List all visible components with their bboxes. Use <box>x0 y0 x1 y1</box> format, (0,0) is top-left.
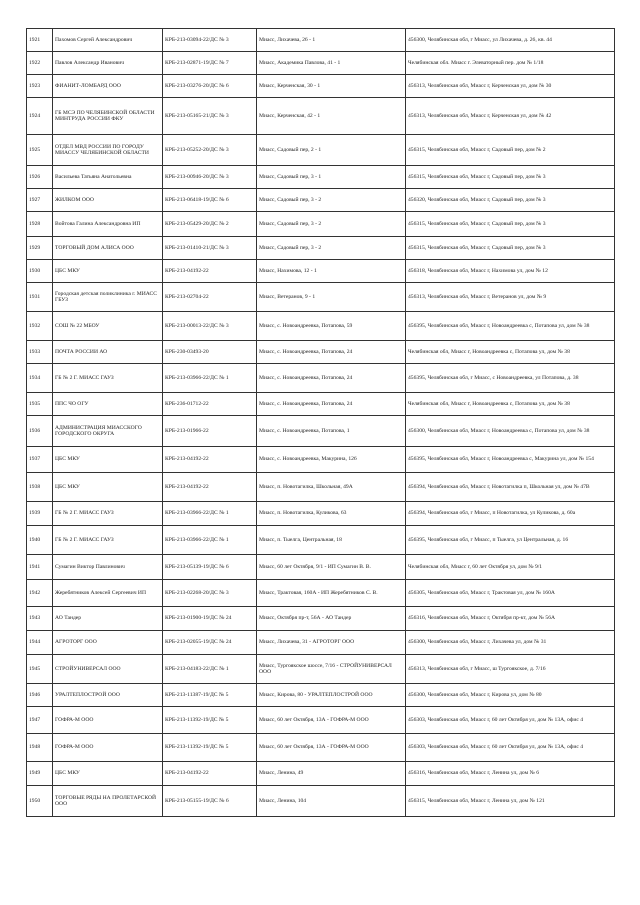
object-address-cell: Миасс, Садовый пер, 3 - 2 <box>257 237 406 260</box>
organization-cell: Городская детская поликлиника г. МИАСС ГБУЗ <box>53 283 163 312</box>
legal-address-cell: 456395, Челябинская обл, Миасс г, Новоандреевка с, Макурина ул, дом № 154 <box>406 447 615 473</box>
legal-address-cell: 456300, Челябинская обл, Миасс г, Кирова ул, дом № 80 <box>406 684 615 707</box>
registry-table <box>26 28 615 817</box>
organization-cell: Войтова Галина Александровна ИП <box>53 212 163 237</box>
legal-address-cell: 456394, Челябинская обл, Миасс г, Новотагилка п, Школьная ул, дом № 47В <box>406 473 615 502</box>
permit-code-cell: КРБ-213-04192-22 <box>163 447 257 473</box>
row-number-cell: 1943 <box>27 607 53 631</box>
organization-cell: УРАЛТЕПЛОСТРОЙ ООО <box>53 684 163 707</box>
object-address-cell: Миасс, п. Тыелга, Центральная, 18 <box>257 526 406 555</box>
organization-cell: ГБ № 2 Г. МИАСС ГАУЗ <box>53 526 163 555</box>
row-number-cell: 1926 <box>27 166 53 189</box>
legal-address-cell: 456315, Челябинская обл, Миасс г, Садовый пер, дом № 3 <box>406 212 615 237</box>
legal-address-cell: 456320, Челябинская обл, Миасс г, Садовый пер, дом № 3 <box>406 189 615 212</box>
table-row <box>27 364 615 393</box>
object-address-cell: Миасс, с. Новоандреевка, Потапова, 1 <box>257 416 406 447</box>
permit-code-cell: КРБ-213-02055-19/ДС № 24 <box>163 631 257 655</box>
row-number-cell: 1941 <box>27 555 53 580</box>
organization-cell: Павлов Александр Иванович <box>53 52 163 75</box>
permit-code-cell: КРБ-213-05155-19/ДС № 6 <box>163 786 257 817</box>
legal-address-cell: 456315, Челябинская обл, Миасс г, Садовый пер, дом № 3 <box>406 166 615 189</box>
permit-code-cell: КРБ-213-03966-22/ДС № 1 <box>163 364 257 393</box>
object-address-cell: Миасс, п. Новотагилка, Куликова, 63 <box>257 502 406 526</box>
table-row <box>27 631 615 655</box>
permit-code-cell: КРБ-213-03966-22/ДС № 1 <box>163 526 257 555</box>
permit-code-cell: КРБ-213-04192-22 <box>163 473 257 502</box>
legal-address-cell: 456300, Челябинская обл, г Миасс, ул Лихачева, д. 26, кв. 44 <box>406 29 615 52</box>
table-row <box>27 237 615 260</box>
organization-cell: АО Тандер <box>53 607 163 631</box>
organization-cell: ОТДЕЛ МВД РОССИИ ПО ГОРОДУ МИАССУ ЧЕЛЯБИНСКОЙ ОБЛАСТИ <box>53 135 163 166</box>
legal-address-cell: Челябинская обл, Миасс г, Новоандреевка с, Потапова ул, дом № 38 <box>406 341 615 364</box>
object-address-cell: Миасс, Ленина, 49 <box>257 762 406 786</box>
table-row <box>27 260 615 283</box>
legal-address-cell: Челябинская обл. Миасс г. Элеваторный пер. дом № 1/18 <box>406 52 615 75</box>
object-address-cell: Миасс, 60 лет Октября, 9/1 - ИП Сумагин В. В. <box>257 555 406 580</box>
table-row <box>27 762 615 786</box>
permit-code-cell: КРБ-213-04183-22/ДС № 1 <box>163 655 257 684</box>
object-address-cell: Миасс, Трактовая, 160А - ИП Жеребятников С. В. <box>257 580 406 607</box>
table-row <box>27 341 615 364</box>
row-number-cell: 1927 <box>27 189 53 212</box>
organization-cell: ТОРГОВЫЙ ДОМ АЛИСА ООО <box>53 237 163 260</box>
row-number-cell: 1945 <box>27 655 53 684</box>
permit-code-cell: КРБ-213-05139-19/ДС № 6 <box>163 555 257 580</box>
row-number-cell: 1937 <box>27 447 53 473</box>
row-number-cell: 1922 <box>27 52 53 75</box>
organization-cell: Сумагин Виктор Павлинович <box>53 555 163 580</box>
permit-code-cell: КРБ-213-05252-20/ДС № 3 <box>163 135 257 166</box>
permit-code-cell: КРБ-213-02268-20/ДС № 3 <box>163 580 257 607</box>
organization-cell: АГРОТОРГ ООО <box>53 631 163 655</box>
row-number-cell: 1921 <box>27 29 53 52</box>
permit-code-cell: КРБ-213-02704-22 <box>163 283 257 312</box>
permit-code-cell: КРБ-213-03276-20/ДС № 6 <box>163 75 257 98</box>
permit-code-cell: КРБ-236-01712-22 <box>163 393 257 416</box>
table-row <box>27 655 615 684</box>
object-address-cell: Миасс, с. Новоандреевка, Потапова, 59 <box>257 312 406 341</box>
table-row <box>27 416 615 447</box>
table-row <box>27 283 615 312</box>
registry-table-body <box>27 29 615 817</box>
object-address-cell: Миасс, Садовый пер, 3 - 1 <box>257 166 406 189</box>
object-address-cell: Миасс, Тургоякское шоссе, 7/16 - СТРОЙУНИВЕРСАЛ ООО <box>257 655 406 684</box>
row-number-cell: 1944 <box>27 631 53 655</box>
permit-code-cell: КРБ-213-11392-19/ДС № 5 <box>163 734 257 762</box>
object-address-cell: Миасс, Академика Павлова, 41 - 1 <box>257 52 406 75</box>
row-number-cell: 1946 <box>27 684 53 707</box>
permit-code-cell: КРБ-213-01410-21/ДС № 3 <box>163 237 257 260</box>
object-address-cell: Миасс, Ленина, 104 <box>257 786 406 817</box>
organization-cell: Жеребятников Алексей Сергеевич ИП <box>53 580 163 607</box>
object-address-cell: Миасс, Садовый пер, 2 - 1 <box>257 135 406 166</box>
row-number-cell: 1949 <box>27 762 53 786</box>
object-address-cell: Миасс, с. Новоандреевка, Потапова, 24 <box>257 364 406 393</box>
organization-cell: СТРОЙУНИВЕРСАЛ ООО <box>53 655 163 684</box>
organization-cell: ЦБС МКУ <box>53 447 163 473</box>
legal-address-cell: 456316, Челябинская обл, Миасс г, Октября пр-кт, дом № 56А <box>406 607 615 631</box>
legal-address-cell: 456300, Челябинская обл, Миасс г, Новоандреевка с, Потапова ул, дом № 38 <box>406 416 615 447</box>
organization-cell: СОШ № 22 МБОУ <box>53 312 163 341</box>
row-number-cell: 1934 <box>27 364 53 393</box>
object-address-cell: Миасс, п. Новотагилка, Школьная, 49А <box>257 473 406 502</box>
object-address-cell: Миасс, Ветеранов, 9 - 1 <box>257 283 406 312</box>
permit-code-cell: КРБ-213-05429-20/ДС № 2 <box>163 212 257 237</box>
row-number-cell: 1948 <box>27 734 53 762</box>
row-number-cell: 1929 <box>27 237 53 260</box>
table-row <box>27 684 615 707</box>
organization-cell: ЖИЛКОМ ООО <box>53 189 163 212</box>
legal-address-cell: 456313, Челябинская обл, г Миасс, ш Тургоякское, д. 7/16 <box>406 655 615 684</box>
organization-cell: ППС ЧО ОГУ <box>53 393 163 416</box>
permit-code-cell: КРБ-213-11387-19/ДС № 5 <box>163 684 257 707</box>
legal-address-cell: 456395, Челябинская обл, г Миасс, п Тыелга, ул Центральная, д. 16 <box>406 526 615 555</box>
legal-address-cell: 456303, Челябинская обл, Миасс г, 60 лет Октября ул, дом № 13А, офис 4 <box>406 734 615 762</box>
permit-code-cell: КРБ-213-06418-19/ДС № 6 <box>163 189 257 212</box>
row-number-cell: 1938 <box>27 473 53 502</box>
row-number-cell: 1924 <box>27 98 53 135</box>
table-row <box>27 212 615 237</box>
legal-address-cell: Челябинская обл, Миасс г, 60 лет Октября ул, дом № 9/1 <box>406 555 615 580</box>
row-number-cell: 1947 <box>27 707 53 734</box>
organization-cell: ЦБС МКУ <box>53 473 163 502</box>
legal-address-cell: 456395, Челябинская обл, г Миасс, с Новоандреевка, ул Потапова, д. 38 <box>406 364 615 393</box>
organization-cell: ПОЧТА РОССИИ АО <box>53 341 163 364</box>
object-address-cell: Миасс, Керченская, 30 - 1 <box>257 75 406 98</box>
table-row <box>27 98 615 135</box>
permit-code-cell: КРБ-213-01966-22 <box>163 416 257 447</box>
legal-address-cell: 456318, Челябинская обл, Миасс г, Нахимова ул, дом № 12 <box>406 260 615 283</box>
permit-code-cell: КРБ-213-03094-22/ДС № 3 <box>163 29 257 52</box>
table-row <box>27 189 615 212</box>
object-address-cell: Миасс, Лихачева, 31 - АГРОТОРГ ООО <box>257 631 406 655</box>
object-address-cell: Миасс, с. Новоандреевка, Потапова, 24 <box>257 393 406 416</box>
object-address-cell: Миасс, Садовый пер, 3 - 2 <box>257 189 406 212</box>
organization-cell: ТОРГОВЫЕ РЯДЫ НА ПРОЛЕТАРСКОЙ ООО <box>53 786 163 817</box>
legal-address-cell: 456395, Челябинская обл, Миасс г, Новоандреевка с, Потапова ул, дом № 38 <box>406 312 615 341</box>
organization-cell: Пахомов Сергей Александрович <box>53 29 163 52</box>
table-row <box>27 580 615 607</box>
permit-code-cell: КРБ-213-02871-19/ДС № 7 <box>163 52 257 75</box>
permit-code-cell: КРБ-213-11392-19/ДС № 5 <box>163 707 257 734</box>
table-row <box>27 135 615 166</box>
object-address-cell: Миасс, Нахимова, 12 - 1 <box>257 260 406 283</box>
object-address-cell: Миасс, Октября пр-т, 56А - АО Тандер <box>257 607 406 631</box>
legal-address-cell: 456315, Челябинская обл, Миасс г, Садовый пер, дом № 2 <box>406 135 615 166</box>
table-row <box>27 502 615 526</box>
table-row <box>27 734 615 762</box>
organization-cell: ГБ МСЭ ПО ЧЕЛЯБИНСКОЙ ОБЛАСТИ МИНТРУДА РОССИИ ФКУ <box>53 98 163 135</box>
legal-address-cell: Челябинская обл, Миасс г, Новоандреевка с, Потапова ул, дом № 38 <box>406 393 615 416</box>
row-number-cell: 1930 <box>27 260 53 283</box>
row-number-cell: 1932 <box>27 312 53 341</box>
legal-address-cell: 456303, Челябинская обл, Миасс г, 60 лет Октября ул, дом № 13А, офис 4 <box>406 707 615 734</box>
row-number-cell: 1923 <box>27 75 53 98</box>
organization-cell: ЦБС МКУ <box>53 260 163 283</box>
row-number-cell: 1928 <box>27 212 53 237</box>
organization-cell: Васильева Татьяна Анатольевна <box>53 166 163 189</box>
row-number-cell: 1940 <box>27 526 53 555</box>
row-number-cell: 1936 <box>27 416 53 447</box>
table-row <box>27 555 615 580</box>
table-row <box>27 786 615 817</box>
legal-address-cell: 456313, Челябинская обл, Миасс г, Ветеранов ул, дом № 9 <box>406 283 615 312</box>
legal-address-cell: 456315, Челябинская обл, Миасс г, Ленина ул, дом № 121 <box>406 786 615 817</box>
permit-code-cell: КРБ-213-01900-19/ДС № 24 <box>163 607 257 631</box>
row-number-cell: 1925 <box>27 135 53 166</box>
legal-address-cell: 456313, Челябинская обл, Миасс г, Керченская ул, дом № 42 <box>406 98 615 135</box>
row-number-cell: 1935 <box>27 393 53 416</box>
object-address-cell: Миасс, Кирова, 80 - УРАЛТЕПЛОСТРОЙ ООО <box>257 684 406 707</box>
legal-address-cell: 456300, Челябинская обл, Миасс г, Лихачева ул, дом № 31 <box>406 631 615 655</box>
permit-code-cell: КРБ-213-04192-22 <box>163 762 257 786</box>
permit-code-cell: КРБ-230-03493-20 <box>163 341 257 364</box>
object-address-cell: Миасс, Лихачева, 26 - 1 <box>257 29 406 52</box>
legal-address-cell: 456305, Челябинская обл, Миасс г, Трактовая ул, дом № 160А <box>406 580 615 607</box>
table-row <box>27 393 615 416</box>
legal-address-cell: 456313, Челябинская обл, Миасс г, Керченская ул, дом № 30 <box>406 75 615 98</box>
legal-address-cell: 456315, Челябинская обл, Миасс г, Садовый пер, дом № 3 <box>406 237 615 260</box>
organization-cell: АДМИНИСТРАЦИЯ МИАССКОГО ГОРОДСКОГО ОКРУГА <box>53 416 163 447</box>
object-address-cell: Миасс, Садовый пер, 3 - 2 <box>257 212 406 237</box>
row-number-cell: 1939 <box>27 502 53 526</box>
organization-cell: ЦБС МКУ <box>53 762 163 786</box>
table-row <box>27 607 615 631</box>
table-row <box>27 447 615 473</box>
permit-code-cell: КРБ-213-03966-22/ДС № 1 <box>163 502 257 526</box>
object-address-cell: Миасс, с. Новоандреевка, Макурина, 126 <box>257 447 406 473</box>
organization-cell: ГОФРА-М ООО <box>53 734 163 762</box>
row-number-cell: 1933 <box>27 341 53 364</box>
table-row <box>27 473 615 502</box>
table-row <box>27 75 615 98</box>
table-row <box>27 312 615 341</box>
row-number-cell: 1931 <box>27 283 53 312</box>
table-row <box>27 526 615 555</box>
table-row <box>27 166 615 189</box>
organization-cell: ГБ № 2 Г. МИАСС ГАУЗ <box>53 364 163 393</box>
table-row <box>27 707 615 734</box>
table-row <box>27 52 615 75</box>
legal-address-cell: 456316, Челябинская обл, Миасс г, Ленина ул, дом № 6 <box>406 762 615 786</box>
row-number-cell: 1950 <box>27 786 53 817</box>
organization-cell: ГОФРА-М ООО <box>53 707 163 734</box>
permit-code-cell: КРБ-213-00013-22/ДС № 3 <box>163 312 257 341</box>
row-number-cell: 1942 <box>27 580 53 607</box>
object-address-cell: Миасс, 60 лет Октября, 13А - ГОФРА-М ООО <box>257 707 406 734</box>
table-row <box>27 29 615 52</box>
permit-code-cell: КРБ-213-00946-20/ДС № 3 <box>163 166 257 189</box>
object-address-cell: Миасс, Керченская, 42 - 1 <box>257 98 406 135</box>
organization-cell: ГБ № 2 Г. МИАСС ГАУЗ <box>53 502 163 526</box>
legal-address-cell: 456394, Челябинская обл, г Миасс, п Новотагилка, ул Куликова, д. 60а <box>406 502 615 526</box>
object-address-cell: Миасс, 60 лет Октября, 13А - ГОФРА-М ООО <box>257 734 406 762</box>
permit-code-cell: КРБ-213-05165-21/ДС № 3 <box>163 98 257 135</box>
object-address-cell: Миасс, с. Новоандреевка, Потапова, 24 <box>257 341 406 364</box>
organization-cell: ФИАНИТ-ЛОМБАРД ООО <box>53 75 163 98</box>
permit-code-cell: КРБ-213-04192-22 <box>163 260 257 283</box>
